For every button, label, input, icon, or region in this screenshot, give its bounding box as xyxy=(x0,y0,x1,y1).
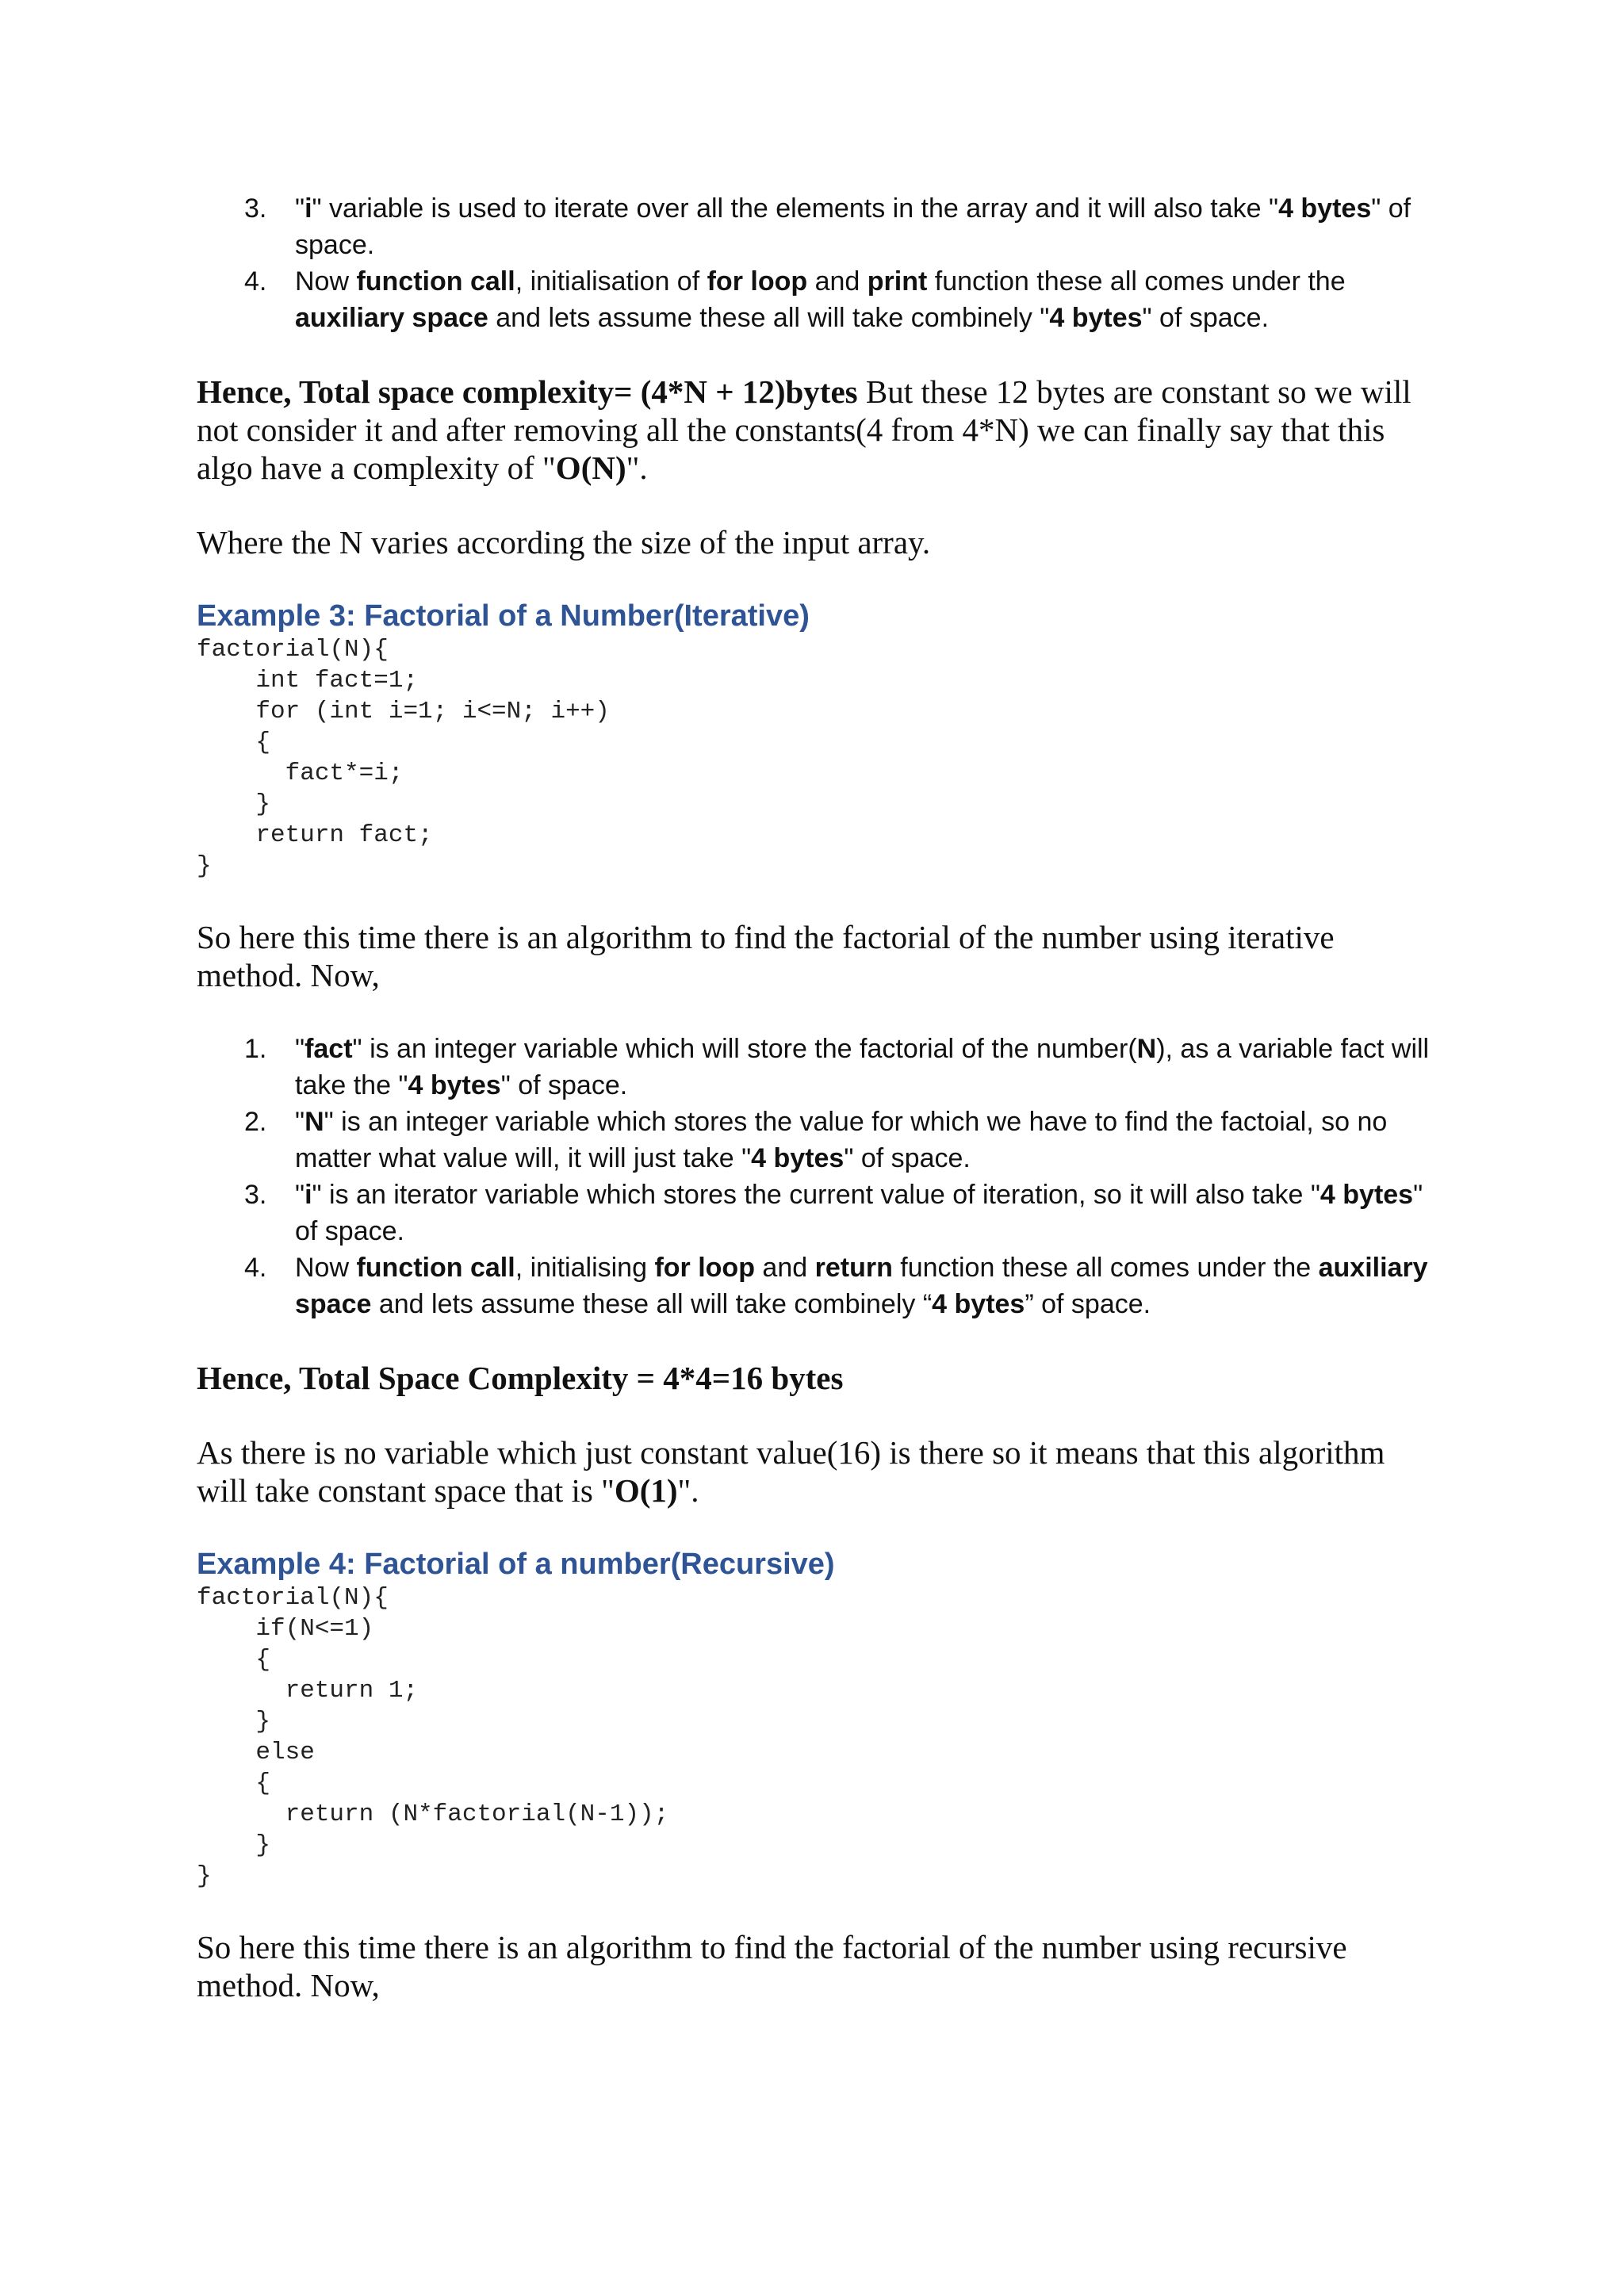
list-number: 4. xyxy=(244,1253,267,1283)
iterative-space-list xyxy=(197,1031,1434,1322)
bold-text: O(N) xyxy=(555,450,626,486)
example-4-code: factorial(N){ if(N<=1) { return 1; } else { return (N*factorial(N-1)); } } xyxy=(197,1584,669,1890)
text-run: ), as a variable fact will take the " xyxy=(295,1034,1430,1100)
text-run: " of space. xyxy=(295,193,1411,260)
space-list-continued xyxy=(197,190,1434,336)
text-run: " is an integer variable which stores the value for which we have to find the factoial, so no matter what value will, it will just take " xyxy=(295,1107,1388,1173)
text-run: " of space. xyxy=(500,1070,628,1100)
text-run: Now xyxy=(295,1253,357,1283)
text-run: " xyxy=(295,193,305,224)
list-number: 2. xyxy=(244,1107,267,1137)
bold-text: Hence, Total space complexity= (4*N + 12)bytes xyxy=(197,373,858,410)
recursive-intro-paragraph: So here this time there is an algorithm to find the factorial of the number using recursive method. Now, xyxy=(197,1929,1347,2003)
bold-text: 4 bytes xyxy=(408,1070,501,1100)
list-item xyxy=(197,1104,1434,1177)
text-run: " of space. xyxy=(844,1143,971,1173)
list-number: 1. xyxy=(244,1034,267,1064)
total-space-16-bytes xyxy=(197,1359,1434,1397)
bold-text: fact xyxy=(304,1034,353,1064)
bold-text: function call xyxy=(356,266,515,297)
bold-text: 4 bytes xyxy=(1278,193,1372,224)
text-run: and xyxy=(754,1253,815,1283)
bold-text: auxiliary space xyxy=(295,303,488,333)
bold-text: 4 bytes xyxy=(932,1289,1025,1319)
bold-text: i xyxy=(304,1180,312,1210)
page-content xyxy=(197,190,1434,2004)
text-run: " xyxy=(295,1034,305,1064)
text-run: " is an integer variable which will store the factorial of the number( xyxy=(352,1034,1137,1064)
bold-text: i xyxy=(304,193,312,224)
bold-text: print xyxy=(867,266,928,297)
bold-text: N xyxy=(1136,1034,1157,1064)
list-number: 3. xyxy=(244,1180,267,1210)
bold-text: Hence, Total Space Complexity = 4*4=16 bytes xyxy=(197,1360,844,1396)
list-item xyxy=(197,263,1434,336)
bold-text: for loop xyxy=(707,266,808,297)
text-run: " is an iterator variable which stores the current value of iteration, so it will also take " xyxy=(312,1180,1320,1210)
text-run: " of space. xyxy=(295,1180,1423,1246)
bold-text: return xyxy=(814,1253,893,1283)
list-item xyxy=(197,1177,1434,1249)
list-item xyxy=(197,1249,1434,1322)
bold-text: auxiliary space xyxy=(295,1253,1428,1319)
text-run: , initialising xyxy=(515,1253,655,1283)
bold-text: 4 bytes xyxy=(1320,1180,1414,1210)
text-run: function these all comes under the xyxy=(927,266,1346,297)
text-run: , initialisation of xyxy=(515,266,707,297)
bold-text: N xyxy=(304,1107,324,1137)
bold-text: 4 bytes xyxy=(1049,303,1143,333)
text-run: ". xyxy=(626,450,648,486)
text-run: ". xyxy=(677,1472,699,1509)
constant-space-paragraph xyxy=(197,1433,1434,1510)
text-run: Now xyxy=(295,266,357,297)
text-run: As there is no variable which just constant value(16) is there so it means that this algorithm will take constant space that is " xyxy=(197,1434,1385,1509)
example-3-code: factorial(N){ int fact=1; for (int i=1; i<=N; i++) { fact*=i; } return fact; } xyxy=(197,636,610,880)
bold-text: for loop xyxy=(654,1253,755,1283)
text-run: " of space. xyxy=(1142,303,1270,333)
text-run: and lets assume these all will take combinely “ xyxy=(371,1289,933,1319)
list-item xyxy=(197,190,1434,263)
text-run: " variable is used to iterate over all the elements in the array and it will also take " xyxy=(312,193,1279,224)
text-run: But these 12 bytes are constant so we will not consider it and after removing all the constants(4 from 4*N) we can finally say that this algo have a complexity of " xyxy=(197,373,1411,486)
text-run: " xyxy=(295,1180,305,1210)
total-space-complexity-paragraph xyxy=(197,373,1434,487)
example-4-heading: Example 4: Factorial of a number(Recursive) xyxy=(197,1548,835,1581)
text-run: and lets assume these all will take combinely " xyxy=(488,303,1050,333)
list-item xyxy=(197,1031,1434,1104)
list-number: 4. xyxy=(244,266,267,297)
text-run: ” of space. xyxy=(1025,1289,1151,1319)
text-run: " xyxy=(295,1107,305,1137)
list-number: 3. xyxy=(244,193,267,224)
text-run: function these all comes under the xyxy=(892,1253,1319,1283)
n-varies-paragraph: Where the N varies according the size of the input array. xyxy=(197,524,931,561)
text-run: and xyxy=(807,266,868,297)
bold-text: O(1) xyxy=(614,1472,678,1509)
bold-text: function call xyxy=(356,1253,515,1283)
iterative-intro-paragraph: So here this time there is an algorithm to find the factorial of the number using iterative method. Now, xyxy=(197,919,1335,993)
bold-text: 4 bytes xyxy=(751,1143,845,1173)
example-3-heading: Example 3: Factorial of a Number(Iterative) xyxy=(197,599,810,633)
